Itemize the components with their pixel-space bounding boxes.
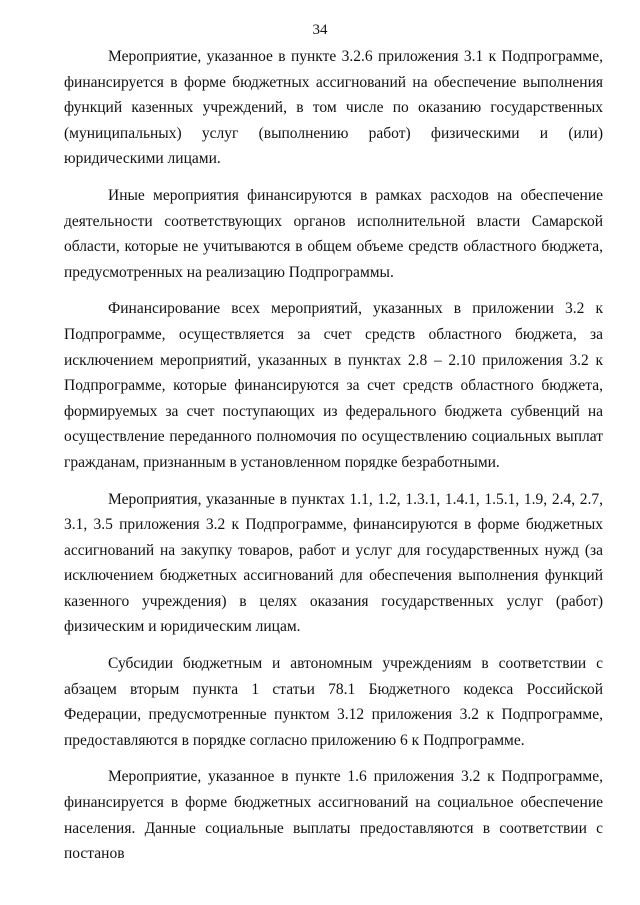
paragraph-4: Мероприятия, указанные в пунктах 1.1, 1.2, 1.3.1, 1.4.1, 1.5.1, 1.9, 2.4, 2.7, 3.1, 3.5 приложения 3.2 к Подпрограмме, финансируются в форме бюджетных ассигнований на закупку товаров, работ и услуг для государственных нужд (за исключением бюджетных ассигнований для обеспечения выполнения функций казенного учреждения) в целях оказания государственных услуг (работ) физическим и юридическим лицам. bbox=[64, 490, 603, 636]
paragraph-2: Иные мероприятия финансируются в рамках расходов на обеспечение деятельности соответствующих органов исполнительной власти Самарской области, которые не учитываются в общем объеме средств областного бюджета, предусмотренных на реализацию Подпрограммы. bbox=[64, 186, 603, 281]
paragraph-1: Мероприятие, указанное в пункте 3.2.6 приложения 3.1 к Подпрограмме, финансируется в форме бюджетных ассигнований на обеспечение выполнения функций казенных учреждений, в том числе по оказанию государственных (муниципальных) услуг (выполнению работ) физическими и (или) юридическими лицами. bbox=[64, 48, 603, 168]
page-number: 34 bbox=[312, 22, 328, 38]
paragraph-6: Мероприятие, указанное в пункте 1.6 приложения 3.2 к Подпрограмме, финансируется в форме бюджетных ассигнований на социальное обеспечение населения. Данные социальные выплаты предоставляются в соответствии с постанов bbox=[64, 768, 603, 863]
paragraph-5: Субсидии бюджетным и автономным учреждениям в соответствии с абзацем вторым пункта 1 статьи 78.1 Бюджетного кодекса Российской Федерации, предусмотренные пунктом 3.12 приложения 3.2 к Подпрограмме, предоставляются в порядке согласно приложению 6 к Подпрограмме. bbox=[64, 655, 603, 749]
paragraph-3: Финансирование всех мероприятий, указанных в приложении 3.2 к Подпрограмме, осуществляется за счет средств областного бюджета, за исключением мероприятий, указанных в пунктах 2.8 – 2.10 приложения 3.2 к Подпрограмме, которые финансируются за счет средств областного бюджета, формируемых за счет поступающих из федерального бюджета субвенций на осуществление переданного полномочия по осуществлению социальных выплат гражданам, признанным в установленном порядке безработными. bbox=[64, 300, 603, 471]
document-body bbox=[64, 44, 603, 878]
